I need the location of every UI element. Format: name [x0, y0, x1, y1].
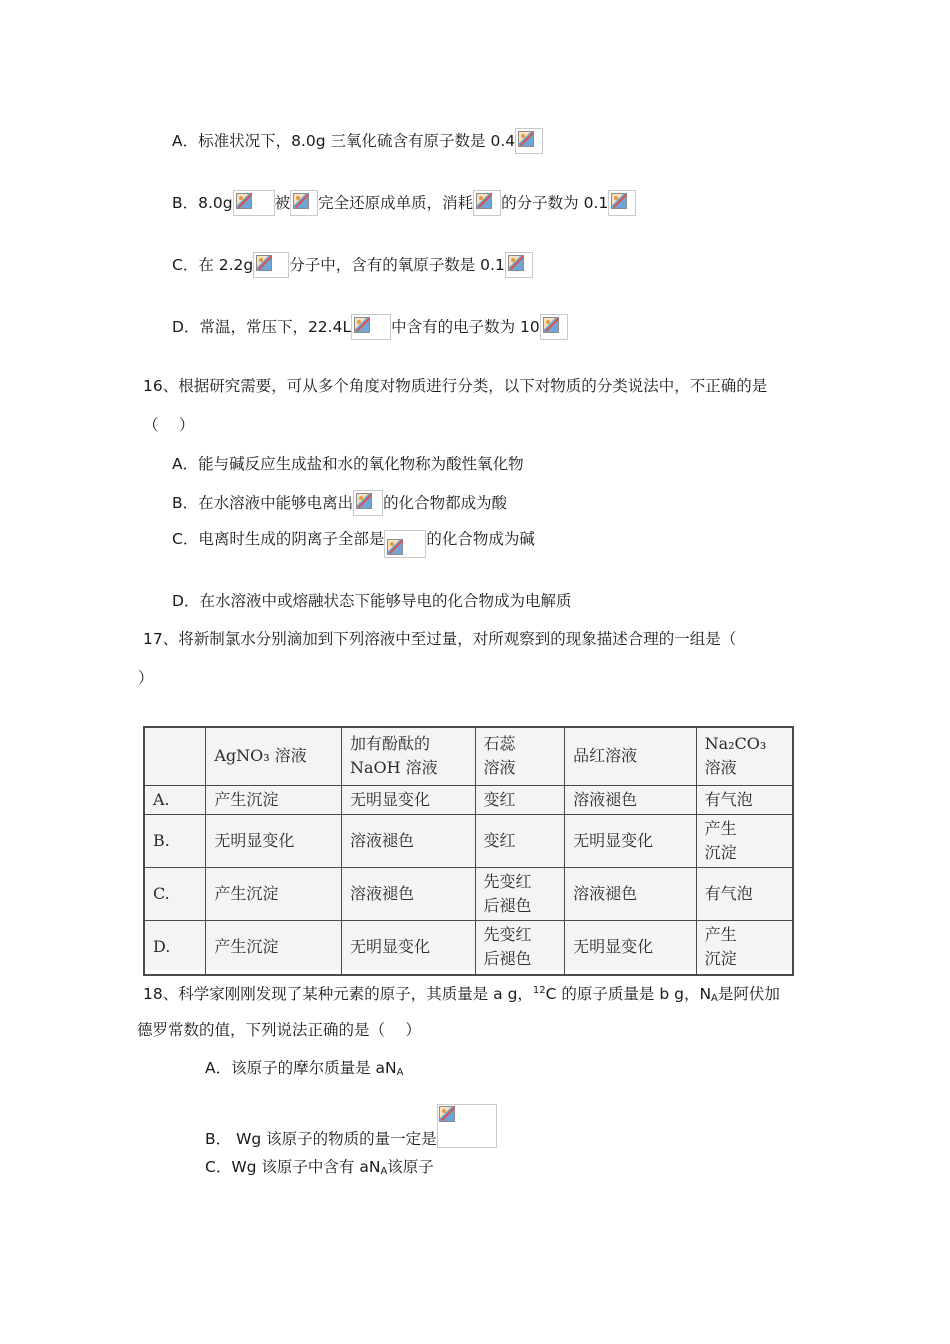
table-cell: 产生 沉淀 — [696, 814, 793, 867]
subscript: A — [396, 1067, 404, 1078]
option-prefix: C． — [205, 1158, 232, 1176]
header-cell: Na₂CO₃ 溶液 — [696, 727, 793, 785]
q16-option-b — [172, 490, 507, 516]
q15-option-b — [172, 190, 636, 216]
q18-stem-line1 — [143, 980, 780, 1010]
table-cell: 变红 — [475, 814, 565, 867]
table-cell: B. — [144, 814, 206, 867]
header-cell: AgNO₃ 溶液 — [206, 727, 342, 785]
superscript: 12 — [532, 985, 546, 996]
q18-stem-line2: 德罗常数的值，下列说法正确的是（ ） — [137, 1021, 421, 1039]
option-text: 在水溶液中或熔融状态下能够导电的化合物成为电解质 — [199, 592, 572, 610]
option-prefix: B． — [172, 494, 199, 512]
table-cell: D. — [144, 920, 206, 975]
option-prefix: D． — [172, 592, 200, 610]
q16-option-a — [172, 453, 524, 475]
table-cell: 变红 — [475, 785, 565, 814]
option-text: 分子中，含有的氧原子数是 0.1 — [289, 256, 505, 274]
option-text: 该原子的摩尔质量是 aN — [231, 1059, 397, 1077]
stem-text: 18、科学家刚刚发现了某种元素的原子，其质量是 a g， — [143, 985, 533, 1003]
option-text: 中含有的电子数为 10 — [391, 318, 540, 336]
table-cell: 溶液褪色 — [341, 867, 475, 920]
option-text: 完全还原成单质，消耗 — [318, 194, 474, 212]
option-prefix: A． — [205, 1059, 232, 1077]
header-cell: 石蕊 溶液 — [475, 727, 565, 785]
broken-image-icon — [353, 490, 383, 516]
table-cell: 无明显变化 — [341, 785, 475, 814]
option-text: 被 — [274, 194, 291, 212]
broken-image-icon — [290, 190, 318, 216]
header-cell — [144, 727, 206, 785]
q15-option-d — [172, 314, 568, 340]
table-cell: 无明显变化 — [565, 920, 696, 975]
table-cell: 产生沉淀 — [206, 867, 342, 920]
table-cell: C. — [144, 867, 206, 920]
option-text: 的分子数为 0.1 — [501, 194, 609, 212]
broken-image-icon — [351, 314, 391, 340]
table-row — [144, 785, 793, 814]
table-header-row — [144, 727, 793, 785]
table-cell: 溶液褪色 — [565, 867, 696, 920]
stem-text: 是阿伏加 — [717, 985, 780, 1003]
subscript: A — [711, 993, 718, 1004]
broken-image-icon — [437, 1104, 497, 1148]
option-text: Wg 该原子的物质的量一定是 — [231, 1130, 437, 1148]
option-text: 的化合物成为碱 — [426, 530, 535, 548]
option-text: 8.0g — [198, 194, 233, 212]
table-cell: 先变红 后褪色 — [475, 920, 565, 975]
broken-image-icon — [608, 190, 636, 216]
option-prefix: A． — [172, 132, 199, 150]
option-text: 在 2.2g — [198, 256, 254, 274]
table-cell: 溶液褪色 — [565, 785, 696, 814]
table-cell: 先变红 后褪色 — [475, 867, 565, 920]
broken-image-icon — [233, 190, 275, 216]
option-prefix: B． — [172, 194, 199, 212]
observation-table — [143, 726, 794, 970]
option-prefix: A． — [172, 455, 199, 473]
option-prefix: C． — [172, 530, 199, 548]
q18-option-a — [205, 1057, 403, 1084]
option-text: 电离时生成的阴离子全部是 — [198, 530, 385, 548]
table-row — [144, 867, 793, 920]
table-cell: 无明显变化 — [206, 814, 342, 867]
option-prefix: C． — [172, 256, 199, 274]
broken-image-icon — [515, 128, 543, 154]
table-row — [144, 814, 793, 867]
q16-answer-paren: （ ） — [143, 416, 195, 434]
q16-option-c — [172, 528, 535, 558]
table-cell: A. — [144, 785, 206, 814]
table-row — [144, 920, 793, 975]
broken-image-icon — [253, 252, 289, 278]
q18-option-c — [205, 1156, 434, 1183]
table-cell: 无明显变化 — [565, 814, 696, 867]
option-prefix: D． — [172, 318, 200, 336]
table-cell: 有气泡 — [696, 867, 793, 920]
option-text: 的化合物都成为酸 — [383, 494, 508, 512]
option-text: 该原子 — [387, 1158, 434, 1176]
option-text: 标准状况下，8.0g 三氧化硫含有原子数是 0.4 — [198, 132, 516, 150]
table-cell: 溶液褪色 — [341, 814, 475, 867]
broken-image-icon — [384, 530, 426, 558]
option-text: 常温，常压下，22.4L — [199, 318, 352, 336]
option-text: 在水溶液中能够电离出 — [198, 494, 354, 512]
stem-text: C 的原子质量是 b g，N — [545, 985, 712, 1003]
option-prefix: B． — [205, 1130, 232, 1148]
table-cell: 产生沉淀 — [206, 920, 342, 975]
q17-stem: 17、将新制氯水分别滴加到下列溶液中至过量，对所观察到的现象描述合理的一组是（ — [143, 630, 737, 648]
broken-image-icon — [473, 190, 501, 216]
option-text: Wg 该原子中含有 aN — [231, 1158, 381, 1176]
table-cell: 有气泡 — [696, 785, 793, 814]
header-cell: 品红溶液 — [565, 727, 696, 785]
table-cell: 无明显变化 — [341, 920, 475, 975]
header-cell: 加有酚酞的 NaOH 溶液 — [341, 727, 475, 785]
q15-option-c — [172, 252, 533, 278]
q17-stem-close: ） — [138, 669, 154, 687]
subscript: A — [380, 1166, 388, 1177]
table-cell: 产生沉淀 — [206, 785, 342, 814]
q16-option-d — [172, 590, 571, 612]
q18-option-b — [205, 1104, 497, 1150]
q16-stem: 16、根据研究需要，可从多个角度对物质进行分类，以下对物质的分类说法中，不正确的是 — [143, 377, 768, 395]
q15-option-a — [172, 128, 543, 154]
table-cell: 产生 沉淀 — [696, 920, 793, 975]
broken-image-icon — [505, 252, 533, 278]
broken-image-icon — [540, 314, 568, 340]
option-text: 能与碱反应生成盐和水的氧化物称为酸性氧化物 — [198, 455, 524, 473]
